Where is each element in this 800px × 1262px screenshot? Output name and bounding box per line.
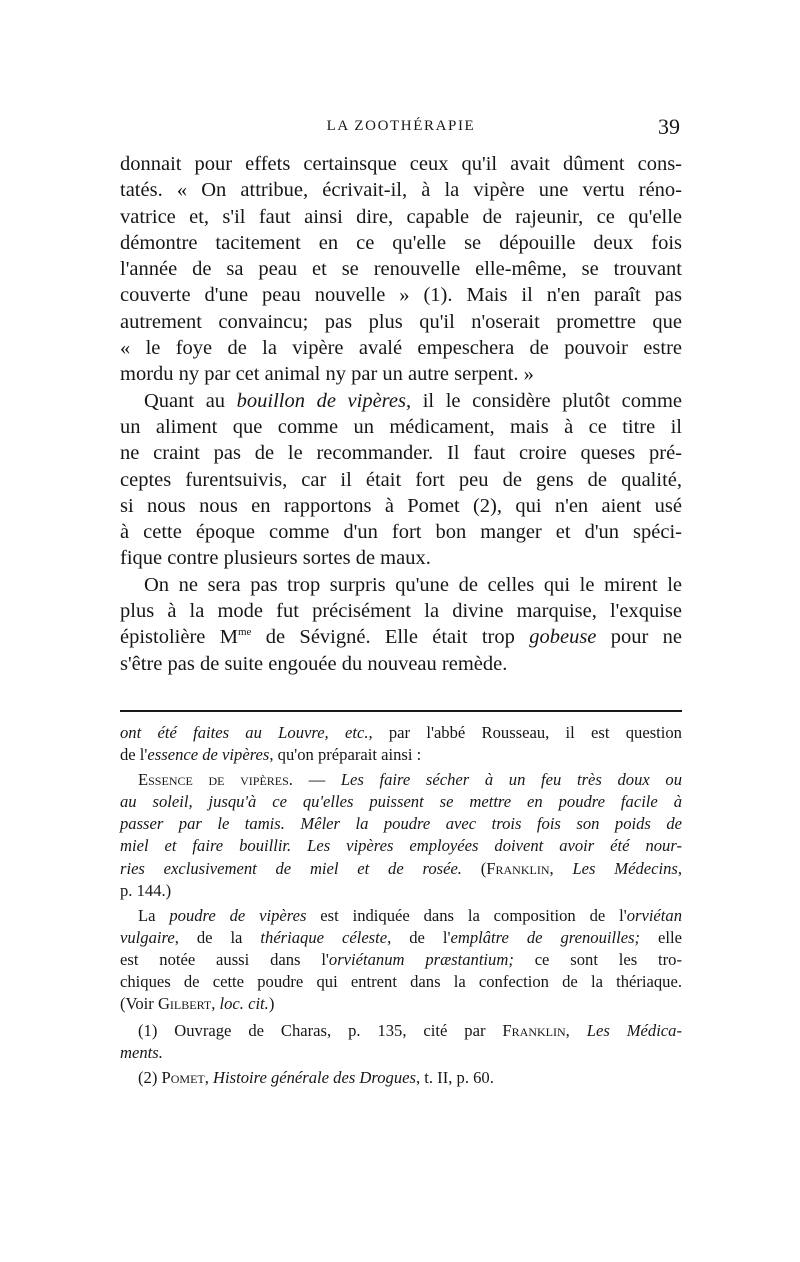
- text-run: , de la: [174, 927, 261, 947]
- text-run: est notée aussi dans l': [120, 949, 329, 969]
- text-run: ,: [549, 858, 573, 878]
- italic-run: ont été faites au Louvre, etc.: [120, 723, 369, 742]
- italic-run: Les faire sécher à un feu très doux ou: [340, 770, 682, 790]
- small-caps-run: Gilbert: [157, 994, 212, 1014]
- body-line: fique contre plusieurs sortes de maux.: [120, 547, 431, 570]
- text-run: (2): [138, 1068, 162, 1088]
- footnote-line: [120, 769, 682, 791]
- italic-run: gobeuse: [529, 626, 597, 649]
- footnote-line: [120, 813, 682, 835]
- body-line: l'année de sa peau et se renouvelle elle-même, se trouvant: [120, 258, 682, 281]
- body-line: ne craint pas de le recommander. Il faut croire queses pré-: [120, 442, 682, 465]
- body-line: donnait pour effets certainsque ceux qu'il avait dûment cons-: [120, 153, 682, 175]
- italic-run: poudre de vipères: [169, 905, 307, 925]
- body-line: [120, 624, 682, 650]
- body-line: plus à la mode fut précisément la divine marquise, l'exquise: [120, 600, 682, 623]
- text-run: (Voir: [120, 994, 158, 1014]
- text-run: ): [268, 994, 275, 1014]
- body-line: ceptes furentsuivis, car il était fort peu de gens de qualité,: [120, 468, 682, 491]
- footnote-line: [120, 949, 682, 971]
- small-caps-run: Franklin: [502, 1021, 566, 1041]
- italic-run: vulgaire: [120, 927, 175, 947]
- running-head: [120, 114, 682, 144]
- text-run: de l': [120, 745, 148, 765]
- footnote-line: [120, 905, 682, 927]
- italic-run: bouillon de vipères: [236, 389, 406, 412]
- body-line: si nous nous en rapportons à Pomet (2), qui n'en aient usé: [120, 494, 682, 517]
- text-run: La: [138, 905, 170, 925]
- text-run: ,: [565, 1021, 587, 1041]
- italic-run: ments.: [120, 1043, 163, 1063]
- footnote-rule: [120, 710, 682, 712]
- text-run: , par l'abbé Rousseau, il est question: [368, 723, 682, 742]
- page-number: 39: [658, 114, 680, 139]
- italic-run: orviétanum præstantium;: [328, 949, 514, 969]
- italic-run: Les Médica-: [586, 1021, 682, 1041]
- small-caps-run: Franklin: [486, 858, 550, 878]
- text-run: —: [292, 770, 341, 790]
- text-run: de Sévigné. Elle était trop: [251, 626, 530, 649]
- footnote-line: [120, 858, 682, 880]
- italic-run: miel et faire bouillir. Les vipères employées doivent avoir été nour-: [120, 836, 682, 856]
- text-run: est indiquée dans la composition de l': [306, 905, 627, 925]
- text-run: ,: [204, 1068, 214, 1088]
- body-line: [120, 388, 682, 414]
- body-line: « le foye de la vipère avalé empeschera de pouvoir estre: [120, 337, 682, 360]
- italic-run: ries exclusivement de miel et de rosée.: [120, 858, 462, 878]
- small-caps-run: Pomet: [161, 1068, 205, 1088]
- footnotes: [120, 722, 682, 1090]
- footnote-line: p. 144.): [120, 880, 172, 900]
- italic-run: essence de vipères: [147, 745, 270, 765]
- body-line: autrement convaincu; pas plus qu'il n'oserait promettre que: [120, 310, 682, 333]
- footnote-line: [120, 1067, 682, 1089]
- main-text: [120, 151, 682, 677]
- text-run: pour ne: [596, 626, 682, 649]
- text-run: , qu'on préparait ainsi :: [269, 745, 422, 765]
- body-line: s'être pas de suite engouée du nouveau remède.: [120, 652, 508, 675]
- footnote-line: [120, 1020, 682, 1042]
- body-line: couverte d'une peau nouvelle » (1). Mais il n'en paraît pas: [120, 284, 682, 307]
- body-line: à cette époque comme d'un fort bon manger et d'un spéci-: [120, 521, 682, 544]
- italic-run: passer par le tamis. Mêler la poudre avec trois fois son poids de: [120, 814, 682, 834]
- body-line: On ne sera pas trop surpris qu'une de celles qui le mirent le: [144, 573, 682, 596]
- body-line: un aliment que comme un médicament, mais à ce titre il: [120, 415, 682, 438]
- footnote-line: [120, 993, 682, 1015]
- text-run: ce sont les tro-: [513, 949, 682, 969]
- text-run: , t. II, p. 60.: [415, 1068, 494, 1088]
- italic-run: Les Médecins: [572, 858, 678, 878]
- footnote-line: chiques de cette poudre qui entrent dans la confection de la thériaque.: [120, 972, 682, 992]
- footnote-line: [120, 744, 682, 766]
- text-run: , il le considère plutôt comme: [405, 389, 683, 412]
- text-run: (: [461, 858, 487, 878]
- italic-run: thériaque céleste: [260, 927, 388, 947]
- italic-run: emplâtre de grenouilles;: [450, 927, 641, 947]
- text-run: ,: [211, 994, 220, 1014]
- body-line: tatés. « On attribue, écrivait-il, à la vipère une vertu réno-: [120, 179, 682, 202]
- text-run: Quant au: [144, 389, 237, 412]
- footnote-line: [120, 791, 682, 813]
- text-run: épistolière M: [120, 626, 238, 649]
- running-title: LA ZOOTHÉRAPIE: [326, 118, 476, 134]
- italic-run: loc. cit.: [219, 994, 269, 1014]
- body-line: mordu ny par cet animal ny par un autre serpent. »: [120, 363, 534, 386]
- footnote-line: [120, 927, 682, 949]
- footnote-line: [120, 1042, 682, 1064]
- italic-run: au soleil, jusqu'à ce qu'elles puissent se mettre en poudre facile à: [120, 792, 682, 812]
- text-run: , de l': [387, 927, 451, 947]
- body-line: vatrice et, s'il faut ainsi dire, capable de rajeunir, ce qu'elle: [120, 205, 682, 228]
- italic-run: Histoire générale des Drogues: [213, 1068, 416, 1088]
- text-run: elle: [640, 927, 682, 947]
- footnote-line: [120, 722, 682, 744]
- small-caps-run: Essence de vipères.: [138, 770, 293, 790]
- text-run: ,: [677, 858, 683, 878]
- superscript: me: [237, 626, 252, 639]
- text-run: (1) Ouvrage de Charas, p. 135, cité par: [138, 1021, 503, 1041]
- footnote-line: [120, 835, 682, 857]
- body-line: démontre tacitement en ce qu'elle se dépouille deux fois: [120, 231, 682, 254]
- italic-run: orviétan: [626, 905, 683, 925]
